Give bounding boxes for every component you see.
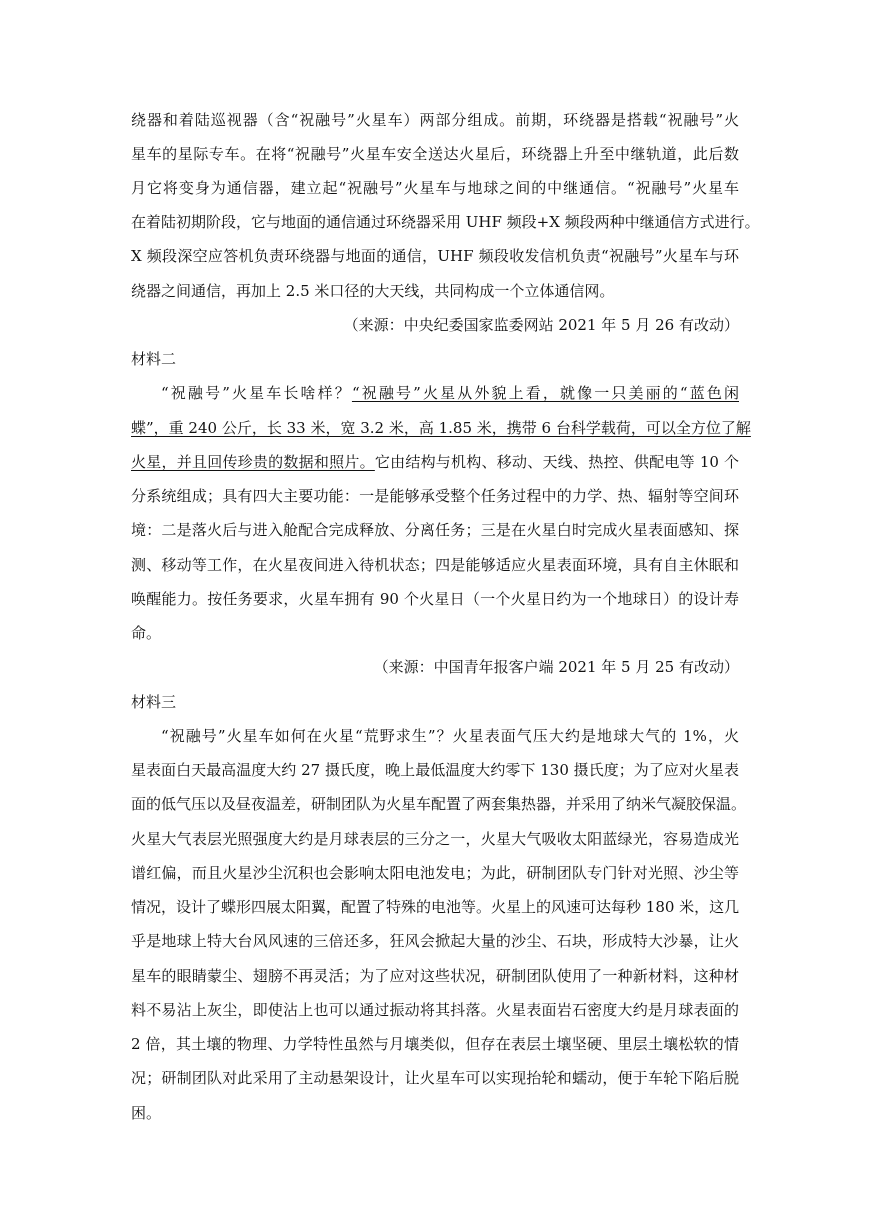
material2-line: 测、移动等工作，在火星夜间进入待机状态；四是能够适应火星表面环境，具有自主休眠和 [131, 556, 739, 574]
material3-line: 星车的眼睛蒙尘、翅膀不再灵活；为了应对这些状况，研制团队使用了一种新材料，这种材 [131, 967, 739, 985]
material2-line: 命。 [131, 624, 162, 642]
material2-line: 境：二是落火后与进入舱配合完成释放、分离任务；三是在火星白时完成火星表面感知、探 [131, 521, 739, 539]
material3-line: 火星大气表层光照强度大约是月球表层的三分之一，火星大气吸收太阳蓝绿光，容易造成光 [131, 830, 739, 848]
material1-line: 在着陆初期阶段，它与地面的通信通过环绕器采用 UHF 频段+X 频段两种中继通信方式进行。 [131, 213, 760, 231]
material3-line: 情况，设计了蝶形四展太阳翼，配置了特殊的电池等。火星上的风速可达每秒 180 米，这几 [131, 898, 740, 916]
underlined-passage: 蝶”，重 240 公斤，长 33 米，宽 3.2 米，高 1.85 米，携带 6 台科学载荷，可以全方位了解 [131, 419, 751, 437]
material3-line: 乎是地球上特大台风风速的三倍还多，狂风会掀起大量的沙尘、石块，形成特大沙暴，让火 [131, 932, 739, 950]
material3-line: 谱红偏，而且火星沙尘沉积也会影响太阳电池发电；为此，研制团队专门针对光照、沙尘等 [131, 864, 739, 882]
material3-line: 料不易沾上灰尘，即使沾上也可以通过振动将其抖落。火星表面岩石密度大约是月球表面的 [131, 1001, 739, 1019]
underlined-passage: 火星，并且回传珍贵的数据和照片。 [131, 453, 375, 471]
material1-line: 星车的星际专车。在将“祝融号”火星车安全送达火星后，环绕器上升至中继轨道，此后数 [131, 145, 739, 163]
material1-line: 绕器之间通信，再加上 2.5 米口径的大天线，共同构成一个立体通信网。 [131, 282, 615, 300]
material2-source: （来源：中国青年报客户端 2021 年 5 月 25 有改动） [373, 658, 739, 676]
material2-text: “祝融号”火星车长啥样？ [161, 384, 352, 402]
material2-text: 它由结构与机构、移动、天线、热控、供配电等 10 个 [374, 453, 739, 471]
material2-line [161, 383, 739, 403]
material2-line [131, 452, 739, 472]
underlined-passage: “祝融号”火星从外貌上看，就像一只美丽的“蓝色闲 [351, 384, 739, 402]
material3-line: 2 倍，其土壤的物理、力学特性虽然与月壤类似，但存在表层土壤坚硬、里层土壤松软的情 [131, 1035, 739, 1053]
material2-line: 唤醒能力。按任务要求，火星车拥有 90 个火星日（一个火星日约为一个地球日）的设计寿 [131, 590, 739, 608]
material1-line: X 频段深空应答机负责环绕器与地面的通信，UHF 频段收发信机负责“祝融号”火星车与环 [131, 247, 739, 265]
material2-line: 分系统组成；具有四大主要功能：一是能够承受整个任务过程中的力学、热、辐射等空间环 [131, 487, 739, 505]
material3-line: 面的低气压以及昼夜温差，研制团队为火星车配置了两套集热器，并采用了纳米气凝胶保温。 [131, 795, 747, 813]
material3-heading: 材料三 [131, 693, 177, 711]
material2-line [131, 418, 751, 438]
material3-line: “祝融号”火星车如何在火星“荒野求生”？火星表面气压大约是地球大气的 1%，火 [161, 727, 739, 745]
material1-line: 月它将变身为通信器，建立起“祝融号”火星车与地球之间的中继通信。“祝融号”火星车 [131, 179, 739, 197]
material3-line: 星表面白天最高温度大约 27 摄氏度，晚上最低温度大约零下 130 摄氏度；为了应对火星表 [131, 761, 739, 779]
material1-source: （来源：中央纪委国家监委网站 2021 年 5 月 26 有改动） [343, 316, 739, 334]
material3-line: 困。 [131, 1104, 162, 1122]
material3-line: 况；研制团队对此采用了主动悬架设计，让火星车可以实现抬轮和蠕动，便于车轮下陷后脱 [131, 1069, 739, 1087]
material2-heading: 材料二 [131, 350, 177, 368]
material1-line: 绕器和着陆巡视器（含“祝融号”火星车）两部分组成。前期，环绕器是搭载“祝融号”火 [131, 111, 739, 129]
